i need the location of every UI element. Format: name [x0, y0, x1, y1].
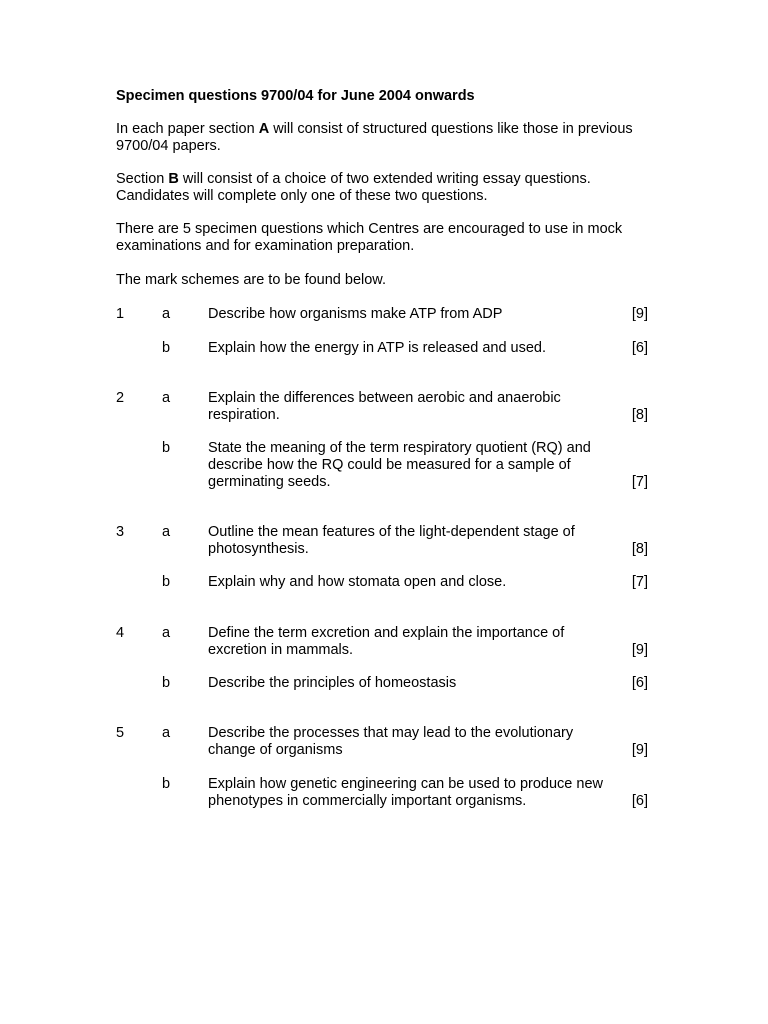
- question-number: 3: [116, 524, 125, 540]
- question-part-letter: a: [162, 725, 171, 741]
- question-part-letter: b: [162, 574, 171, 590]
- intro-text: will consist of structured questions like those in previous 9700/04 papers.: [116, 121, 633, 154]
- question-part-marks: [7]: [631, 474, 648, 490]
- question-part-letter: a: [162, 306, 171, 322]
- section-letter-a: A: [258, 121, 270, 137]
- question-part-letter: a: [162, 625, 171, 641]
- document-title: Specimen questions 9700/04 for June 2004 onwards: [116, 88, 475, 104]
- intro-paragraph-specimen: There are 5 specimen questions which Centres are encouraged to use in mock examinations and for examination preparation.: [116, 221, 623, 254]
- question-part-marks: [7]: [631, 574, 648, 590]
- question-part-marks: [8]: [631, 541, 648, 557]
- question-part-letter: b: [162, 440, 171, 456]
- intro-text: Section: [116, 171, 169, 187]
- question-part-marks: [9]: [631, 306, 648, 322]
- question-part-text: Describe how organisms make ATP from ADP: [208, 306, 503, 322]
- question-part-text: State the meaning of the term respiratory quotient (RQ) and describe how the RQ could be measured for a sample of germinating seeds.: [208, 440, 591, 490]
- question-part-letter: b: [162, 675, 171, 691]
- question-number: 2: [116, 390, 125, 406]
- question-part-text: Explain how the energy in ATP is released and used.: [208, 340, 547, 356]
- question-part-letter: a: [162, 524, 171, 540]
- question-part-marks: [6]: [631, 675, 648, 691]
- question-part-marks: [9]: [631, 742, 648, 758]
- question-part-letter: b: [162, 776, 171, 792]
- question-part-letter: a: [162, 390, 171, 406]
- question-part-marks: [6]: [631, 340, 648, 356]
- question-part-letter: b: [162, 340, 171, 356]
- intro-paragraph-section-a: [116, 121, 656, 155]
- question-part-text: Explain why and how stomata open and close.: [208, 574, 507, 590]
- question-part-text: Define the term excretion and explain the importance of excretion in mammals.: [208, 625, 565, 658]
- question-part-text: Describe the processes that may lead to the evolutionary change of organisms: [208, 725, 574, 758]
- intro-text: will consist of a choice of two extended writing essay questions. Candidates will complete only one of these two questions.: [116, 171, 591, 204]
- intro-paragraph-section-b: [116, 171, 656, 205]
- question-number: 4: [116, 625, 125, 641]
- question-part-text: Outline the mean features of the light-dependent stage of photosynthesis.: [208, 524, 575, 557]
- question-part-text: Describe the principles of homeostasis: [208, 675, 457, 691]
- question-part-text: Explain how genetic engineering can be used to produce new phenotypes in commercially important organisms.: [208, 776, 603, 809]
- section-letter-b: B: [168, 171, 179, 187]
- question-number: 1: [116, 306, 125, 322]
- question-part-marks: [9]: [631, 642, 648, 658]
- question-part-marks: [8]: [631, 407, 648, 423]
- question-part-text: Explain the differences between aerobic and anaerobic respiration.: [208, 390, 561, 423]
- question-number: 5: [116, 725, 125, 741]
- intro-text: In each paper section: [116, 121, 259, 137]
- question-part-marks: [6]: [631, 793, 648, 809]
- intro-paragraph-mark-schemes: The mark schemes are to be found below.: [116, 272, 387, 288]
